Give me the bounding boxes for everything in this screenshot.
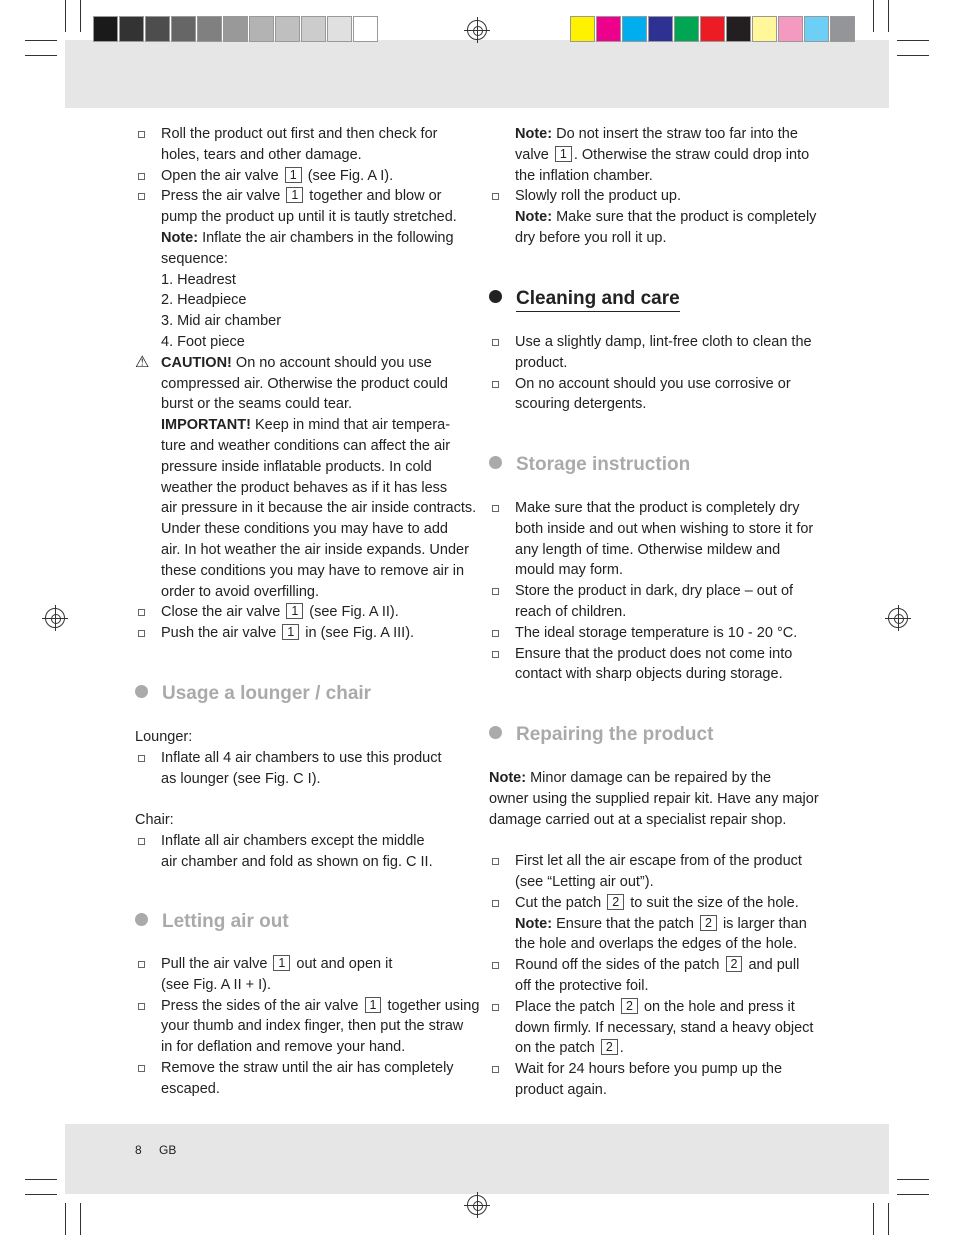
color-swatch [622,16,647,42]
line-text: Close the air valve [161,604,285,621]
list-item [135,166,475,187]
line-text: Inflate all 4 air chambers to use this product [161,749,442,766]
line-text: product. [515,354,568,371]
text-line [135,727,475,748]
line-text: The ideal storage temperature is 10 - 20 °C. [515,624,798,641]
color-swatch [145,16,170,42]
line-text: weather the product behaves as if it has less [161,479,448,496]
list-item [489,186,829,207]
text-line [489,1080,829,1101]
text-line [489,560,829,581]
color-swatch [830,16,855,42]
line-text: Round off the sides of the patch [515,957,724,974]
heading-text: Cleaning and care [516,288,680,312]
line-text: and pull [744,957,800,974]
line-text: order to avoid overfilling. [161,583,319,600]
color-swatch [778,16,803,42]
line-text: dry before you roll it up. [515,229,667,246]
text-line [489,914,829,935]
line-text: your thumb and index finger, then put the straw [161,1018,464,1035]
line-text: On no account should you use [231,354,432,371]
bold-label: Note: [515,915,553,932]
line-text: burst or the seams could tear. [161,396,353,413]
list-item [135,831,475,852]
text-line [489,768,829,789]
line-text: Ensure that the product does not come into [515,645,793,662]
text-line [489,1038,829,1059]
list-item [489,332,829,353]
heading-text: Usage a lounger / chair [162,683,372,704]
line-text: these conditions you may have to remove air in [161,562,465,579]
left-text-block-usage [135,727,475,873]
text-line [489,1018,829,1039]
left-text-block-inflating [135,124,475,644]
heading-bullet-icon [489,290,502,303]
part-reference-number: 1 [555,146,572,162]
line-text: (see Fig. A II + I). [161,976,272,993]
text-line [489,394,829,415]
checkbox-bullet-icon [492,381,499,388]
line-text: . Otherwise the straw could drop into [573,146,810,163]
line-text: pressure inside inflatable products. In cold [161,458,432,475]
line-text: owner using the supplied repair kit. Have any major [489,790,819,807]
line-text: off the protective foil. [515,977,649,994]
color-swatch [596,16,621,42]
checkbox-bullet-icon [492,962,499,969]
text-line [135,270,475,291]
bold-label: Note: [489,770,527,786]
list-item [135,602,475,623]
line-text: Ensure that the patch [552,915,698,932]
color-swatch [301,16,326,42]
line-text: First let all the air escape from of the product [515,853,802,870]
text-line [489,145,829,166]
text-line [489,228,829,249]
part-reference-number: 2 [607,894,624,910]
heading-repairing-the-product [489,724,713,746]
part-reference-number: 1 [282,624,299,640]
line-text: down firmly. If necessary, stand a heavy object [515,1019,814,1036]
line-text: Do not insert the straw too far into the [552,126,798,142]
text-line [135,519,475,540]
bold-label: IMPORTANT! [161,417,251,434]
caution-note [135,353,475,374]
heading-text: Letting air out [162,911,289,932]
line-text: Press the air valve [161,188,285,205]
line-text: Roll the product out first and then check for [161,126,438,142]
list-item [135,748,475,769]
line-text: the hole and overlaps the edges of the hole. [515,936,798,953]
line-text: compressed air. Otherwise the product could [161,375,448,392]
text-line [135,810,475,831]
right-text-block-repair [489,768,829,1101]
list-item [135,1058,475,1079]
right-text-block-rolling [489,124,829,249]
text-line [135,311,475,332]
line-text: (see “Letting air out”). [515,873,654,890]
text-line [135,249,475,270]
text-line [135,540,475,561]
heading-text: Repairing the product [516,724,714,745]
part-reference-number: 1 [286,603,303,619]
line-text: any length of time. Otherwise mildew and [515,541,781,558]
line-text: in (see Fig. A III). [301,625,415,642]
checkbox-bullet-icon [138,609,145,616]
part-reference-number: 2 [726,956,743,972]
color-swatch [249,16,274,42]
checkbox-bullet-icon [492,193,499,200]
color-swatch [171,16,196,42]
line-text: Wait for 24 hours before you pump up the [515,1061,783,1078]
line-text: Keep in mind that air tempera- [250,417,451,434]
line-text: Store the product in dark, dry place – out of [515,583,794,600]
text-line [489,602,829,623]
text-line [489,540,829,561]
text-line [489,810,829,831]
part-reference-number: 1 [286,187,303,203]
checkbox-bullet-icon [492,588,499,595]
checkbox-bullet-icon [138,838,145,845]
text-line [135,436,475,457]
checkbox-bullet-icon [492,1004,499,1011]
checkbox-bullet-icon [138,755,145,762]
list-item [135,124,475,145]
line-text: holes, tears and other damage. [161,146,362,163]
list-item [135,996,480,1017]
text-line [135,332,475,353]
line-text: on the hole and press it [639,998,795,1015]
bold-label: Note: [161,229,199,246]
text-line [135,290,475,311]
color-swatch [674,16,699,42]
right-text-block-storage [489,498,829,685]
line-text: mould may form. [515,562,623,579]
line-text: Cut the patch [515,894,606,911]
checkbox-bullet-icon [492,900,499,907]
text-line [489,664,829,685]
line-text: valve [515,146,553,163]
bold-label: Note: [515,126,553,142]
line-text: out and open it [292,956,393,972]
part-reference-number: 2 [621,998,638,1014]
line-text: Inflate the air chambers in the following [198,229,454,246]
line-text: product again. [515,1081,607,1098]
registration-mark-icon [45,608,65,628]
text-line [135,852,475,873]
heading-letting-air-out [135,911,289,933]
checkbox-bullet-icon [138,630,145,637]
line-text: Under these conditions you may have to add [161,521,448,538]
list-item [135,623,475,644]
checkbox-bullet-icon [492,339,499,346]
checkbox-bullet-icon [138,131,145,138]
line-text: Pull the air valve [161,956,272,972]
checkbox-bullet-icon [138,1003,145,1010]
color-swatch [275,16,300,42]
text-line [135,1016,475,1037]
line-text: air pressure in it because the air inside contracts. [161,500,477,517]
color-swatch [726,16,751,42]
line-text: as lounger (see Fig. C I). [161,770,321,787]
list-item [489,1059,829,1080]
part-reference-number: 2 [601,1039,618,1055]
checkbox-bullet-icon [492,651,499,658]
text-line [135,374,475,395]
line-text: pump the product up until it is tautly stretched. [161,209,457,226]
line-text: 4. Foot piece [161,333,245,350]
line-text: Remove the straw until the air has completely [161,1059,454,1076]
list-item [489,644,829,665]
color-swatch [119,16,144,42]
line-text: 3. Mid air chamber [161,313,282,330]
color-swatch [353,16,378,42]
text-line [135,145,475,166]
checkbox-bullet-icon [492,1066,499,1073]
line-text: air chamber and fold as shown on fig. C II. [161,853,433,870]
line-text: contact with sharp objects during storage. [515,666,783,683]
list-item [489,581,829,602]
heading-bullet-icon [135,913,148,926]
text-line [489,124,829,145]
text-line [135,975,475,996]
line-text: Lounger: [135,729,193,745]
color-swatch [223,16,248,42]
checkbox-bullet-icon [492,505,499,512]
list-item [489,955,829,976]
text-line [489,872,829,893]
line-text: 2. Headpiece [161,292,247,309]
registration-mark-icon [467,1195,487,1215]
text-line [135,1037,475,1058]
list-item [489,498,829,519]
line-text: On no account should you use corrosive or [515,375,791,392]
list-item [489,997,829,1018]
line-text: . [619,1040,624,1057]
list-item [489,893,829,914]
language-code: GB [159,1143,177,1157]
line-text: air. In hot weather the air inside expands. Under [161,541,469,558]
text-line [135,1079,475,1100]
line-text: on the patch [515,1040,599,1057]
line-text: (see Fig. A II). [305,604,399,621]
bold-label: CAUTION! [161,354,232,371]
color-swatch [804,16,829,42]
line-text: scouring detergents. [515,396,647,413]
line-text: in for deflation and remove your hand. [161,1039,406,1056]
line-text: (see Fig. A I). [303,167,394,184]
text-line [135,207,475,228]
text-line [135,769,475,790]
line-text: both inside and out when wishing to store it for [515,520,814,537]
warning-triangle-icon: ⚠ [135,353,150,371]
bold-label: Note: [515,209,553,226]
line-text: Press the sides of the air valve [161,997,363,1014]
page-number: 8 [135,1143,142,1157]
registration-mark-icon [467,20,487,40]
color-swatch [700,16,725,42]
list-item [135,186,475,207]
line-text: together using [383,997,480,1014]
color-swatch [648,16,673,42]
text-line [489,207,829,228]
text-line [135,228,475,249]
color-swatch [327,16,352,42]
checkbox-bullet-icon [492,858,499,865]
line-text: is larger than [718,915,807,932]
spacer [489,830,829,851]
heading-bullet-icon [489,726,502,739]
text-line [135,498,475,519]
line-text: Minor damage can be repaired by the [526,770,772,786]
line-text: Make sure that the product is completely dry [515,500,800,516]
text-line [135,457,475,478]
checkbox-bullet-icon [138,1065,145,1072]
part-reference-number: 1 [365,997,382,1013]
line-text: damage carried out at a specialist repair shop. [489,811,787,828]
heading-bullet-icon [135,685,148,698]
color-swatch [197,16,222,42]
list-item [489,374,829,395]
line-text: reach of children. [515,603,627,620]
line-text: the inflation chamber. [515,167,653,184]
heading-cleaning-and-care [489,288,680,310]
line-text: to suit the size of the hole. [626,894,799,911]
line-text: Inflate all air chambers except the middle [161,832,425,849]
part-reference-number: 2 [700,915,717,931]
line-text: sequence: [161,250,228,267]
color-swatch [93,16,118,42]
line-text: Place the patch [515,998,619,1015]
line-text: Open the air valve [161,167,283,184]
footer-band [65,1124,889,1194]
text-line [489,519,829,540]
text-line [489,976,829,997]
registration-mark-icon [888,608,908,628]
checkbox-bullet-icon [138,173,145,180]
list-item [489,623,829,644]
part-reference-number: 1 [285,167,302,183]
spacer [135,789,475,810]
list-item [135,954,475,975]
right-text-block-cleaning [489,332,829,415]
color-swatch [752,16,777,42]
text-line [135,478,475,499]
checkbox-bullet-icon [138,193,145,200]
text-line [489,166,829,187]
text-line [135,561,475,582]
heading-usage-lounger-chair [135,683,371,705]
text-line [135,582,475,603]
line-text: Use a slightly damp, lint-free cloth to clean the [515,334,812,350]
line-text: Chair: [135,812,174,829]
list-item [489,851,829,872]
left-text-block-letting-air-out [135,954,480,1100]
checkbox-bullet-icon [492,630,499,637]
heading-text: Storage instruction [516,454,691,475]
text-line [135,415,475,436]
line-text: 1. Headrest [161,271,236,288]
line-text: ture and weather conditions can affect the air [161,437,451,454]
part-reference-number: 1 [273,955,290,971]
text-line [489,789,829,810]
header-band [65,40,889,108]
checkbox-bullet-icon [138,961,145,968]
text-line [135,394,475,415]
heading-bullet-icon [489,456,502,469]
line-text: Slowly roll the product up. [515,188,682,205]
text-line [489,353,829,374]
line-text: Make sure that the product is completely [552,209,817,226]
line-text: Push the air valve [161,625,281,642]
line-text: escaped. [161,1080,220,1097]
text-line [489,934,829,955]
color-swatch [570,16,595,42]
heading-storage-instruction [489,454,690,476]
line-text: together and blow or [305,188,442,205]
